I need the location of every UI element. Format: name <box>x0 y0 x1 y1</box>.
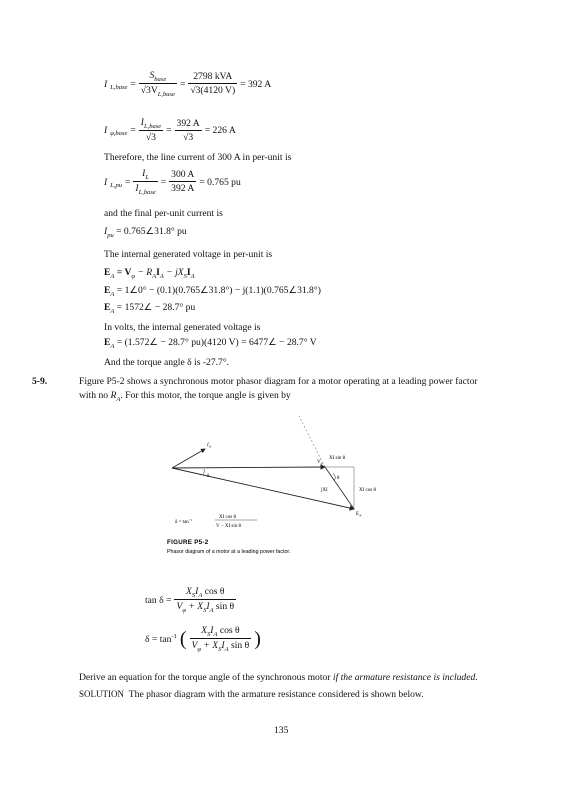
eq4-lhs-sub: pu <box>107 232 114 239</box>
eq8-rhs: = (1.572∠ − 28.7° pu)(4120 V) = 6477∠ − 28.7° V <box>116 337 317 348</box>
label-ea: $E_A$ <box>356 512 362 518</box>
page-number: 135 <box>274 725 289 736</box>
dashed-extension-line <box>299 416 325 467</box>
eq5-vphi: = V <box>116 267 132 278</box>
eq2-fraction-numeric <box>175 118 202 144</box>
eq7-rhs: = 1572∠ − 28.7° pu <box>116 302 196 313</box>
label-delta: δ <box>207 474 210 479</box>
figure-formula-den: V − XI sin θ <box>216 524 241 529</box>
eq7-lhs-sub: A <box>110 308 115 315</box>
eq5-ia: I <box>156 267 160 278</box>
problem-line2-var-sub: A <box>116 396 121 403</box>
equation-tan-delta <box>145 586 236 614</box>
eq1-f1-den: √3V <box>140 85 158 96</box>
text-internal-voltage: The internal generated voltage in per-unit is <box>104 249 273 260</box>
eq5-ea-sub: A <box>110 273 115 280</box>
equation-ea-volts <box>104 337 317 348</box>
eq9-fraction: $\frac{X_SI_A \cos \theta}{V_\varphi + X_SI_A \sin \theta}$ <box>176 586 235 614</box>
eq3-f1-den: I <box>135 183 139 194</box>
figure-p5-2-phasor-diagram <box>147 411 412 571</box>
label-jxs-ia: jXI <box>321 488 328 493</box>
label-theta: θ <box>337 476 340 481</box>
eq5-vphi-sub: φ <box>131 273 136 280</box>
eq3-lhs: I <box>104 176 108 188</box>
eq5-jxs-sub: S <box>183 273 187 280</box>
eq1-f2-num: 2798 kVA <box>188 71 237 84</box>
derive-post: . <box>475 672 478 683</box>
equation-ea-numeric <box>104 285 321 296</box>
eq2-fraction-symbolic <box>139 117 163 144</box>
figure-caption-title: FIGURE P5-2 <box>167 539 209 546</box>
equation-line-current-pu: I L,pu = $\frac{I_L}{I_{L,base}}$ = $\frac{300 A}{392 A}$ = 0.765 pu <box>104 168 241 196</box>
problem-line2-post: . For this motor, the torque angle is given by <box>120 390 291 401</box>
eq1-f1-num: S <box>149 70 155 81</box>
eq10-fraction: $\frac{X_SI_A \cos \theta}{V_\varphi + X_SI_A \sin \theta}$ <box>191 625 250 653</box>
eq2-f1-num: I <box>140 117 144 128</box>
equation-delta-arctan: $\delta = \tan^{-1}$ ( $\frac{X_SI_A \cos \theta}{V_\varphi + X_SI_A \sin \theta}$ ) <box>145 625 261 653</box>
problem-line2-pre: with no <box>79 390 111 401</box>
eq3-f1-num: I <box>142 168 146 179</box>
eq8-lhs: E <box>104 337 111 348</box>
eq2-lhs: I <box>104 125 108 136</box>
problem-text-line1: Figure P5-2 shows a synchronous motor phasor diagram for a motor operating at a leading power factor <box>79 376 478 387</box>
text-derive-equation <box>79 672 478 683</box>
figure-formula-num: XI cos θ <box>219 515 236 520</box>
eq3-fraction-symbolic <box>133 168 157 196</box>
text-torque-angle: And the torque angle δ is -27.7°. <box>104 357 230 368</box>
ia-phasor-arrow <box>172 449 205 468</box>
solution-line <box>79 689 424 700</box>
eq5-ia-sub: A <box>159 273 164 280</box>
equation-line-base-current: I L,base = $\frac{S_{base}}{√3V_{L,base}}$ = $\frac{\text{2798 kVA}}{√3(4120 V)}$ = 392 A <box>104 70 272 98</box>
solution-text: The phasor diagram with the armature resistance considered is shown below. <box>128 689 424 700</box>
phasor-diagram-svg <box>147 411 412 571</box>
eq10-lhs: $\delta = \tan^{-1}$ <box>145 632 177 645</box>
eq3-f1-den-sub: L,base <box>138 189 156 196</box>
eq9-lhs: tan δ = <box>145 594 172 606</box>
eq1-lhs: I <box>104 78 108 90</box>
label-xs-ia-sin: XI sin θ <box>329 456 346 461</box>
eq1-fraction-symbolic <box>139 70 177 98</box>
eq2-result: = 226 A <box>204 125 236 136</box>
figure-caption-text: Phasor diagram of a motor at a leading power factor. <box>167 549 291 555</box>
delta-arc <box>203 469 204 475</box>
equation-ea-result-pu <box>104 302 195 313</box>
eq5-ra-sub: A <box>152 273 157 280</box>
eq2-f2-num: 392 A <box>176 117 200 129</box>
eq3-f2-den: 392 A <box>171 183 195 194</box>
eq2-lhs-sub: φ,base <box>110 130 128 137</box>
eq1-lhs-sub: L,base <box>110 83 128 91</box>
eq3-fraction-numeric <box>169 169 196 195</box>
eq6-lhs: E <box>104 285 111 296</box>
label-ia: $I_A$ <box>207 443 212 449</box>
problem-text-line2 <box>79 390 291 401</box>
eq1-f1-num-sub: base <box>154 76 167 83</box>
eq6-rhs: = 1∠0° − (0.1)(0.765∠31.8°) − j(1.1)(0.765∠31.8°) <box>116 285 321 296</box>
eq5-ra: − R <box>135 267 153 278</box>
eq3-lhs-sub: L,pu <box>110 181 122 189</box>
eq7-lhs: E <box>104 302 111 313</box>
eq1-fraction-numeric <box>188 71 237 97</box>
problem-number: 5-9. <box>32 376 48 387</box>
derive-pre: Derive an equation for the torque angle of the synchronous motor <box>79 672 333 683</box>
eq4-rhs: = 0.765∠31.8° pu <box>116 226 187 237</box>
eq5-ia2: I <box>186 267 191 278</box>
eq3-f1-num-sub: L <box>145 174 149 181</box>
eq1-f1-den-sub: L,base <box>157 91 175 98</box>
solution-label: SOLUTION <box>79 689 124 699</box>
eq1-result: = 392 A <box>240 78 272 90</box>
text-in-volts: In volts, the internal generated voltage is <box>104 322 261 333</box>
eq4-lhs: I <box>104 226 108 237</box>
eq5-ia2-sub: A <box>190 273 195 280</box>
eq3-result: = 0.765 pu <box>199 176 241 188</box>
eq6-lhs-sub: A <box>110 291 115 298</box>
figure-formula-lhs: $\delta = \tan^{-1}$ <box>175 518 193 525</box>
jxs-ia-phasor <box>325 467 354 509</box>
derive-italic: if the armature resistance is included <box>332 672 476 683</box>
equation-phase-base-current: I φ,base = $\frac{I_{L,base}}{√3}$ = $\frac{392 A}{√3}$ = 226 A <box>104 117 236 143</box>
label-vphi: $V_\varphi$ <box>317 460 323 466</box>
problem-line2-var: R <box>110 390 117 401</box>
text-line-current: Therefore, the line current of 300 A in per-unit is <box>104 152 292 163</box>
eq1-f2-den: √3(4120 V) <box>190 85 236 96</box>
eq2-f2-den: √3 <box>183 131 194 143</box>
equation-pu-current <box>104 226 187 237</box>
text-final-current: and the final per-unit current is <box>104 208 223 219</box>
eq2-f1-den: √3 <box>145 132 156 143</box>
label-xs-ia-cos: XI cos θ <box>359 488 376 493</box>
vphi-phasor-arrow <box>172 467 325 468</box>
eq8-lhs-sub: A <box>110 343 115 350</box>
eq2-f1-num-sub: L,base <box>143 123 162 130</box>
equation-ea-formula <box>104 267 195 278</box>
eq5-jxs: − jX <box>163 267 184 278</box>
eq5-ea: E <box>104 267 111 278</box>
eq3-f2-num: 300 A <box>171 169 195 180</box>
